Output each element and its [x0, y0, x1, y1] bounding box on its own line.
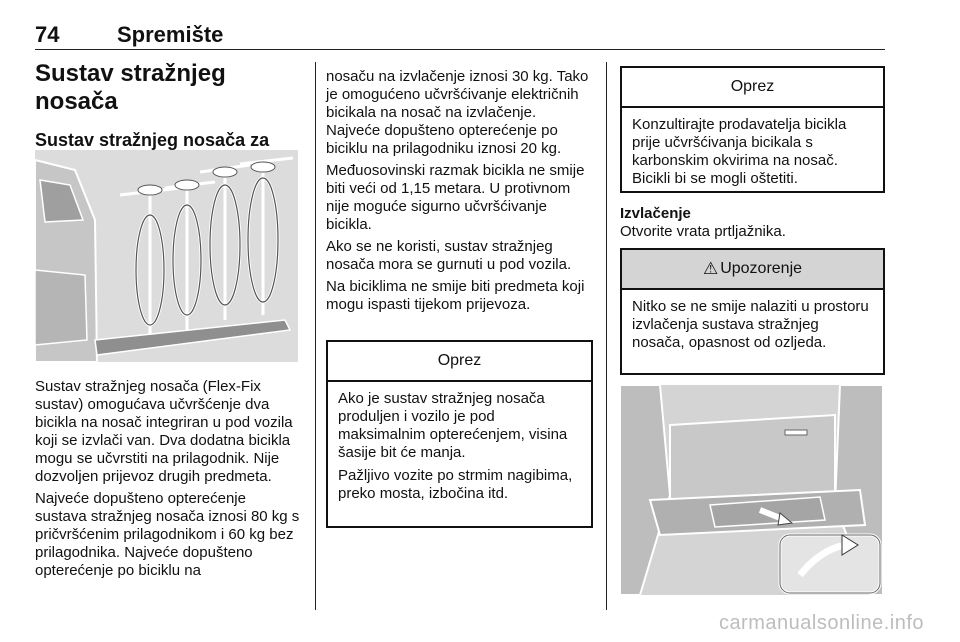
caution-box-right	[620, 66, 885, 193]
warning-box	[620, 248, 885, 375]
left-paragraph-1: Sustav stražnjeg nosača (Flex-Fix sustav) omogućava učvršćenje dva bicikla na nosač integriran u pod vozila koji se izvlači van. Dva dodatna bicikla mogu se učvrstiti na prilagodnik. Nije dozvoljen prijevoz drugih predmeta.	[35, 378, 293, 485]
section-title: Sustav stražnjeg nosača	[35, 60, 226, 115]
extraction-heading: Izvlačenje	[620, 205, 691, 222]
chapter-title: Spremište	[117, 22, 224, 47]
warning-header	[622, 250, 883, 290]
section-subtitle: Sustav stražnjeg nosača za	[35, 130, 270, 150]
rear-floor-illustration	[620, 385, 883, 595]
caution-text-1: Ako je sustav stražnjeg nosača produljen i vozilo je pod maksimalnim opterećenjem, visina šasije bit će manja.	[338, 390, 568, 461]
column-divider-1	[315, 62, 316, 610]
warning-icon: ⚠	[702, 259, 719, 278]
extraction-section	[620, 205, 885, 245]
middle-paragraph-4: Na biciklima ne smije biti predmeta koji mogu ispasti tijekom prijevoza.	[326, 278, 585, 313]
page-header	[35, 22, 885, 50]
header-divider	[35, 49, 885, 50]
watermark: carmanualsonline.info	[718, 612, 924, 634]
caution-box-middle	[326, 340, 593, 528]
caution-text-2: Pažljivo vozite po strmim nagibima, preko mosta, izbočina itd.	[338, 467, 573, 502]
bike-carrier-drawing	[35, 150, 298, 362]
middle-column-text	[326, 68, 592, 318]
middle-paragraph-1: nosaču na izvlačenje iznosi 30 kg. Tako je omogućeno učvršćivanje električnih bicikala na nosač na izvlačenje. Najveće dopušteno opterećenje po biciklu na prilagodniku iznosi 20 kg.	[326, 68, 589, 157]
column-divider-2	[606, 62, 607, 610]
warning-title: Upozorenje	[720, 260, 803, 277]
middle-paragraph-3: Ako se ne koristi, sustav stražnjeg nosača mora se gurnuti u pod vozila.	[326, 238, 572, 273]
caution-title-right: Oprez	[622, 68, 883, 108]
middle-paragraph-2: Međuosovinski razmak bicikla ne smije biti veći od 1,15 metara. U protivnom nije moguće sigurno učvršćivanje bicikla.	[326, 162, 585, 233]
caution-title: Oprez	[328, 342, 591, 382]
left-column-text	[35, 378, 300, 584]
extraction-text: Otvorite vrata prtljažnika.	[620, 223, 786, 240]
bike-carrier-illustration	[35, 150, 298, 362]
warning-text: Nitko se ne smije nalaziti u prostoru izvlačenja sustava stražnjeg nosača, opasnost od ozljeda.	[632, 298, 869, 351]
caution-text-right: Konzultirajte prodavatelja bicikla prije učvršćivanja bicikala s karbonskim okvirima na nosač. Bicikli bi se mogli oštetiti.	[632, 116, 847, 187]
page-number: 74	[35, 22, 60, 47]
rear-floor-drawing	[620, 385, 883, 595]
left-paragraph-2: Najveće dopušteno opterećenje sustava stražnjeg nosača iznosi 80 kg s pričvršćenim prilagodnikom i 60 kg bez prilagodnika. Najveće dopušteno opterećenje po biciklu na	[35, 490, 300, 579]
